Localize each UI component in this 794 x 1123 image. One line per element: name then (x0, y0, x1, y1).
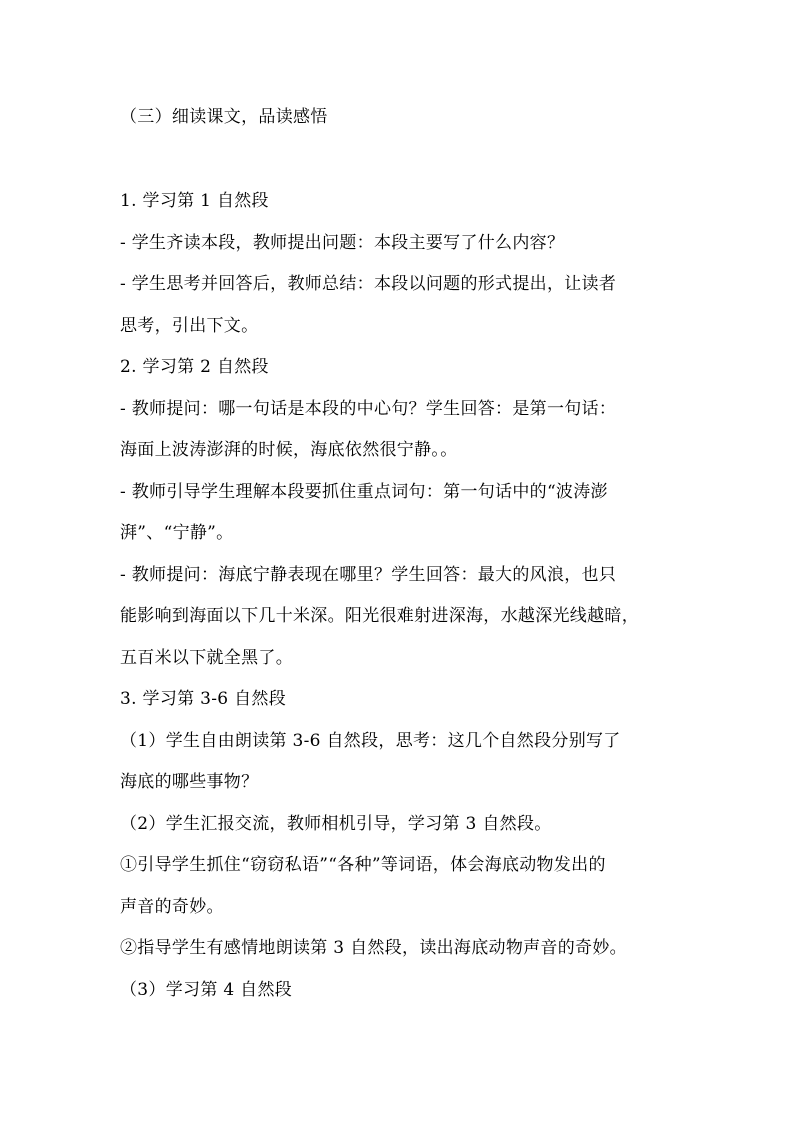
text-line: （3）学习第 4 自然段 (120, 980, 293, 1000)
text-line: 海底的哪些事物？ (120, 772, 259, 792)
text-line: 湃”、“宁静”。 (120, 523, 234, 543)
text-line: 海面上波涛澎湃的时候，海底依然很宁静。。 (120, 440, 458, 460)
text-line: 五百米以下就全黑了。 (120, 648, 293, 668)
text-line: （2）学生汇报交流，教师相机引导，学习第 3 自然段。 (120, 814, 552, 834)
text-line: 声音的奇妙。 (120, 897, 224, 917)
text-line: - 学生齐读本段，教师提出问题：本段主要写了什么内容？ (120, 233, 565, 253)
text-line: 2. 学习第 2 自然段 (120, 357, 269, 377)
text-line: - 教师提问：哪一句话是本段的中心句？学生回答：是第一句话： (120, 399, 617, 419)
text-line: 3. 学习第 3-6 自然段 (120, 689, 287, 709)
section-title: （三）细读课文，品读感悟 (120, 107, 328, 127)
text-line: ①引导学生抓住“窃窃私语”“各种”等词语，体会海底动物发出的 (120, 855, 606, 875)
text-line: 能影响到海面以下几十米深。阳光很难射进深海，水越深光线越暗， (120, 606, 639, 626)
text-line: - 学生思考并回答后，教师总结：本段以问题的形式提出，让读者 (120, 274, 617, 294)
text-line: - 教师提问：海底宁静表现在哪里？学生回答：最大的风浪，也只 (120, 565, 617, 585)
text-line: ②指导学生有感情地朗读第 3 自然段，读出海底动物声音的奇妙。 (120, 938, 627, 958)
text-line: - 教师引导学生理解本段要抓住重点词句：第一句话中的“波涛澎 (120, 482, 608, 502)
text-line: 1. 学习第 1 自然段 (120, 191, 269, 211)
text-line: 思考，引出下文。 (120, 316, 259, 336)
text-line: （1）学生自由朗读第 3-6 自然段，思考：这几个自然段分别写了 (120, 731, 621, 751)
